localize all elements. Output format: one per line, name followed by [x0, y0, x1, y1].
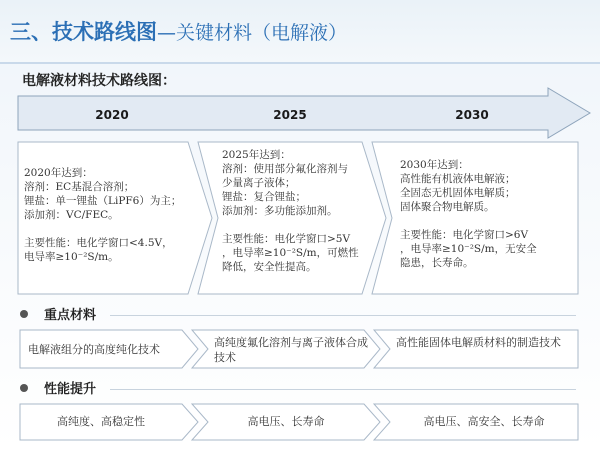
performance-heading: 性能提升: [44, 382, 97, 397]
page-title: [10, 16, 347, 48]
material-text-1: 电解液组分的高度纯化技术: [28, 343, 160, 356]
material-text-3: 高性能固体电解质材料的制造技术: [396, 336, 561, 349]
year-label-2030: 2030: [455, 108, 489, 122]
performance-text-1: 高纯度、高稳定性: [57, 415, 145, 428]
year-label-2025: 2025: [273, 108, 307, 122]
bullet-icon: [20, 384, 28, 392]
key-materials-heading: 重点材料: [44, 308, 97, 323]
title-main: 三、技术路线图: [10, 20, 157, 44]
performance-divider: [110, 389, 576, 390]
bullet-icon: [20, 310, 28, 318]
performance-text-3: 高电压、高安全、长寿命: [423, 415, 545, 428]
key-materials-divider: [110, 315, 576, 316]
title-sub: —关键材料（电解液）: [157, 22, 348, 44]
performance-text-2: 高电压、长寿命: [247, 415, 325, 428]
header-divider: [0, 62, 600, 64]
section-label: 电解液材料技术路线图：: [22, 73, 176, 89]
material-text-2: 高纯度氟化溶剂与离子液体合成技术: [214, 336, 368, 364]
year-label-2020: 2020: [95, 108, 129, 122]
stage-text-2020: 2020年达到： 溶剂：EC基混合溶剂； 锂盐：单一锂盐（LiPF6）为主； 添加剂：VC/FEC。 主要性能：电化学窗口<4.5V， 电导率≥10⁻²S/m。: [24, 167, 182, 263]
stage-text-2025: 2025年达到： 溶剂：使用部分氟化溶剂与 少量离子液体； 锂盐：复合锂盐； 添加剂：多功能添加剂。 主要性能：电化学窗口>5V ，电导率≥10⁻²S/m，可燃性 降低，安全性提高。: [222, 149, 359, 273]
stage-text-2030: 2030年达到： 高性能有机液体电解液； 全固态无机固体电解质； 固体聚合物电解质。 主要性能：电化学窗口>6V ，电导率≥10⁻²S/m，无安全 隐患，长寿命。: [400, 159, 537, 269]
